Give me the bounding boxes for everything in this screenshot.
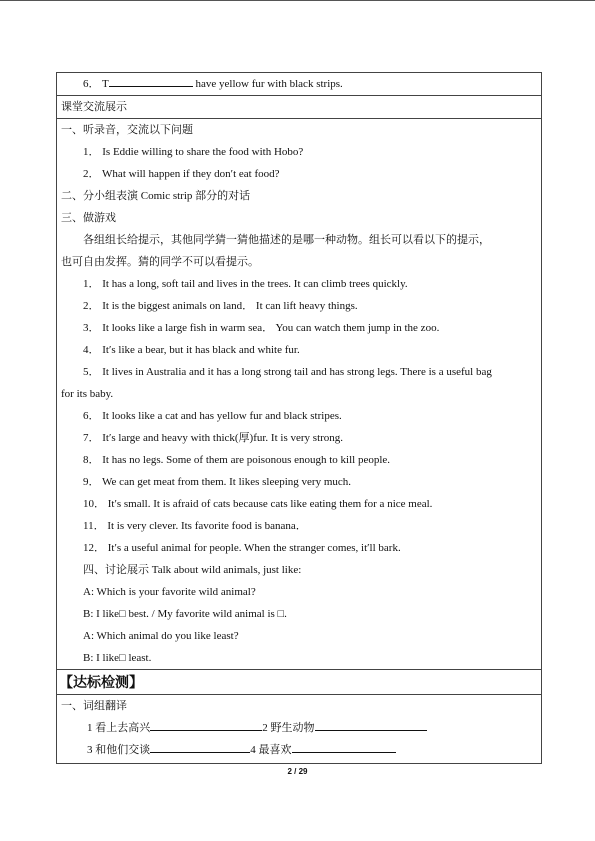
part1-question-2: 2． What will happen if they don′t eat food? — [83, 168, 280, 180]
translation-blank-3[interactable] — [150, 741, 250, 753]
hint-10: 10． It′s small. It is afraid of cats because cats like eating them for a nice meal. — [83, 498, 433, 510]
hint-1: 1． It has a long, soft tail and lives in the trees. It can climb trees quickly. — [83, 278, 408, 290]
hint-3: 3． It looks like a large fish in warm sea． You can watch them jump in the zoo. — [83, 322, 440, 334]
translation-blank-1[interactable] — [150, 719, 262, 731]
translation-blank-2[interactable] — [315, 719, 427, 731]
task6-blank[interactable] — [109, 75, 193, 87]
classroom-content — [56, 119, 542, 670]
dialogue-line-1: A: Which is your favorite wild animal? — [83, 586, 256, 598]
part3-intro-1: 各组组长给提示，其他同学猜一猜他描述的是哪一种动物。组长可以看以下的提示， — [83, 234, 490, 246]
classroom-heading: 课堂交流展示 — [61, 101, 127, 113]
part3-title: 三、做游戏 — [61, 212, 116, 224]
translation-item-2: 2 野生动物 — [262, 722, 315, 734]
assessment-content — [56, 695, 542, 764]
hint-9: 9． We can get meat from them. It likes sleeping very much. — [83, 476, 352, 488]
task6-prefix: 6． T — [83, 78, 109, 90]
part1-title: 一、听录音，交流以下问题 — [61, 124, 193, 136]
translation-blank-4[interactable] — [292, 741, 396, 753]
hint-8: 8． It has no legs. Some of them are poisonous enough to kill people. — [83, 454, 391, 466]
translation-item-4: 4 最喜欢 — [250, 744, 292, 756]
part2-title: 二、分小组表演 Comic strip 部分的对话 — [61, 190, 251, 202]
classroom-heading-row — [56, 96, 542, 119]
part4-title: 四、讨论展示 Talk about wild animals, just like: — [83, 564, 302, 576]
translation-title: 一、词组翻译 — [61, 700, 127, 712]
dialogue-line-3: A: Which animal do you like least? — [83, 630, 239, 642]
translation-item-1: 1 看上去高兴 — [87, 722, 151, 734]
task6-line — [57, 73, 541, 95]
hint-7: 7． It′s large and heavy with thick(厚)fur. It is very strong. — [83, 432, 344, 444]
hint-6: 6． It looks like a cat and has yellow fur and black stripes. — [83, 410, 342, 422]
hint-12: 12． It′s a useful animal for people. When the stranger comes, it′ll bark. — [83, 542, 401, 554]
part1-question-1: 1． Is Eddie willing to share the food with Hobo? — [83, 146, 304, 158]
assessment-heading-row — [56, 670, 542, 695]
assessment-heading: 【达标检测】 — [59, 676, 143, 691]
dialogue-line-4: B: I like□ least. — [83, 652, 152, 664]
top-rule — [0, 0, 595, 1]
dialogue-line-2: B: I like□ best. / My favorite wild animal is □. — [83, 608, 287, 620]
translation-line-2 — [57, 739, 541, 761]
hint-5-continued: for its baby. — [61, 388, 114, 400]
translation-line-1 — [57, 717, 541, 739]
page-number: 2 / 29 — [287, 767, 308, 776]
translation-item-3: 3 和他们交谈 — [87, 744, 151, 756]
hint-4: 4． It′s like a bear, but it has black and white fur. — [83, 344, 300, 356]
task6-suffix: have yellow fur with black strips. — [192, 78, 343, 90]
worksheet-table — [56, 72, 542, 764]
hint-11: 11． It is very clever. Its favorite food is banana． — [83, 520, 307, 532]
part3-intro-2: 也可自由发挥。猜的同学不可以看提示。 — [61, 256, 259, 268]
hint-5: 5． It lives in Australia and it has a long strong tail and has strong legs. There is a useful bag — [83, 366, 492, 378]
task6-row — [56, 72, 542, 96]
hint-2: 2． It is the biggest animals on land． It can lift heavy things. — [83, 300, 358, 312]
